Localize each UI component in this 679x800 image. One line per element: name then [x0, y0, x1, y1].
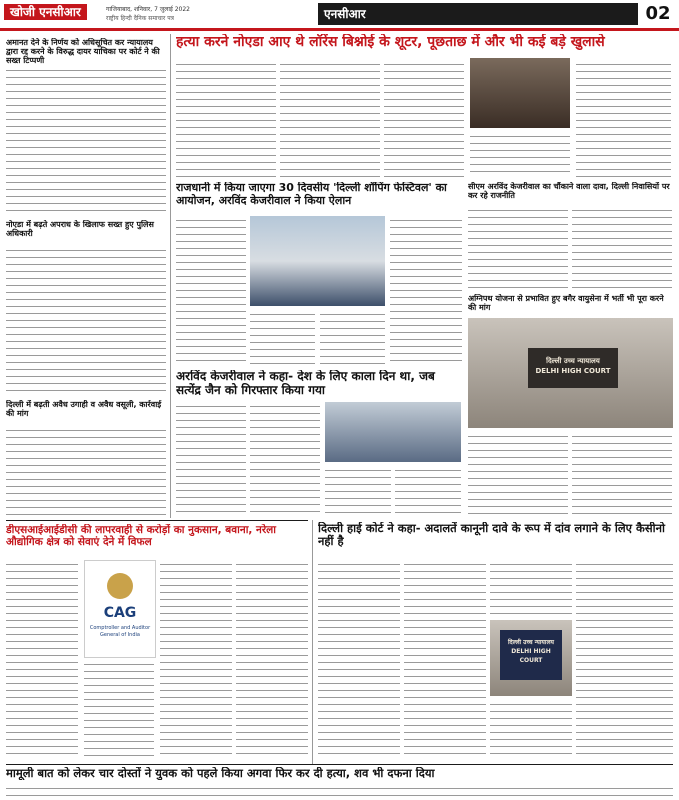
masthead-logo: खोजी एनसीआर	[4, 4, 87, 20]
signboard-hindi: दिल्ली उच्च न्यायालय	[508, 639, 554, 646]
lead-body-col4	[470, 132, 570, 178]
bottom-rule	[6, 764, 673, 765]
satyendra-body-col2	[250, 402, 320, 516]
hc-body-col4	[490, 700, 572, 760]
page-number: 02	[641, 3, 675, 25]
bottom-headline: मामूली बात को लेकर चार दोस्तों ने युवक को पहले किया अगवा फिर कर दी हत्या, शव भी दफना दिया	[6, 767, 435, 780]
lead-body-col2	[280, 60, 380, 178]
cag-wordmark: CAG	[103, 605, 137, 621]
header-rule	[0, 28, 679, 31]
lead-headline: हत्या करने नोएडा आए थे लॉरेंस बिश्नोई के शूटर, पूछताछ में और भी कई बड़े खुलासे	[176, 34, 605, 50]
satyendra-body-col3	[325, 466, 391, 516]
signboard-english: DELHI HIGH COURT	[511, 648, 551, 664]
dsiidc-body-col3	[160, 560, 232, 760]
bottom-body	[6, 784, 673, 800]
agnipath-body-col2	[572, 432, 672, 516]
agnipath-headline: अग्निपथ योजना से प्रभावित हुए बगैर वायुसेना में भर्ती भी पूरा करने की मांग	[468, 294, 664, 313]
edition-date: गाजियाबाद, शनिवार, 7 जुलाई 2022	[106, 6, 190, 13]
cag-title: Comptroller and Auditor General of India	[89, 625, 151, 638]
high-court-signboard	[500, 630, 562, 680]
shopping-festival-headline: राजधानी में किया जाएगा 30 दिवसीय 'दिल्ली शॉपिंग फेस्टिवल' का आयोजन, अरविंद केजरीवाल ने किया ऐलान	[176, 182, 447, 207]
lead-body-col5	[576, 60, 671, 178]
delhi-high-court-photo	[468, 318, 673, 428]
section-title: एनसीआर	[318, 3, 638, 25]
satyendra-body-col4	[395, 466, 461, 516]
left-article-2-headline: नोएडा में बढ़ते अपराध के खिलाफ सख्त हुए पुलिस अधिकारी	[6, 220, 154, 239]
left-article-3-headline: दिल्ली में बढ़ती अवैध उगाही व अवैध वसूली, कार्रवाई की मांग	[6, 400, 162, 419]
hc-body-col1	[318, 560, 400, 760]
dsiidc-body-col1	[6, 560, 78, 760]
high-court-headline: दिल्ली हाई कोर्ट ने कहा- अदालतें कानूनी दावे के रूप में दांव लगाने के लिए कैसीनो नहीं है	[318, 522, 665, 549]
kejriwal-photo	[250, 216, 385, 306]
satyendra-body-col1	[176, 402, 246, 516]
agnipath-body-col1	[468, 432, 568, 516]
edition-tagline: राष्ट्रीय हिन्दी दैनिक समाचार पत्र	[106, 15, 174, 22]
dsiidc-body-col4	[236, 560, 308, 760]
column-divider	[170, 34, 171, 518]
left-article-2-body	[6, 246, 166, 396]
cm-body-col1	[468, 206, 568, 290]
lead-body-col3	[384, 60, 464, 178]
section-rule	[6, 520, 308, 521]
cag-logo-box	[84, 560, 156, 658]
press-conference-photo	[325, 402, 461, 462]
shopping-body-col4	[390, 216, 462, 366]
high-court-sign-photo	[490, 620, 572, 696]
shopping-body-col3	[320, 310, 385, 366]
column-divider-2	[312, 520, 313, 764]
left-article-3-body	[6, 426, 166, 516]
satyendra-headline: अरविंद केजरीवाल ने कहा- देश के लिए काला दिन था, जब सत्येंद्र जैन को गिरफ्तार किया गया	[176, 370, 435, 397]
left-article-1-headline: अमानत देने के निर्णय को अधिसूचित कर न्यायालय द्वारा रद्द करने के विरुद्ध दायर याचिका पर कोर्ट ने की सख्त टिप्पणी	[6, 38, 160, 66]
hc-body-col2	[404, 560, 486, 760]
lead-body-col1	[176, 60, 276, 178]
hc-body-col3	[490, 560, 572, 616]
emblem-icon	[107, 573, 133, 599]
shooter-photo	[470, 58, 570, 128]
high-court-sign-hindi: दिल्ली उच्च न्यायालय	[546, 357, 600, 365]
cm-body-col2	[572, 206, 672, 290]
shopping-body-col1	[176, 216, 246, 366]
dsiidc-body-col2	[84, 660, 154, 760]
dsiidc-headline: डीएसआईआईडीसी की लापरवाही से करोड़ों का नुकसान, बवाना, नरेला औद्योगिक क्षेत्र को सेवाएं देने में विफल	[6, 524, 277, 549]
cm-headline: सीएम अरविंद केजरीवाल का चौंकाने वाला दावा, दिल्ली निवासियों पर कर रहे राजनीति	[468, 182, 670, 201]
high-court-sign	[528, 348, 618, 388]
shopping-body-col2	[250, 310, 315, 366]
high-court-sign-english: DELHI HIGH COURT	[535, 367, 611, 375]
left-article-1-body	[6, 66, 166, 216]
hc-body-col5	[576, 560, 673, 760]
